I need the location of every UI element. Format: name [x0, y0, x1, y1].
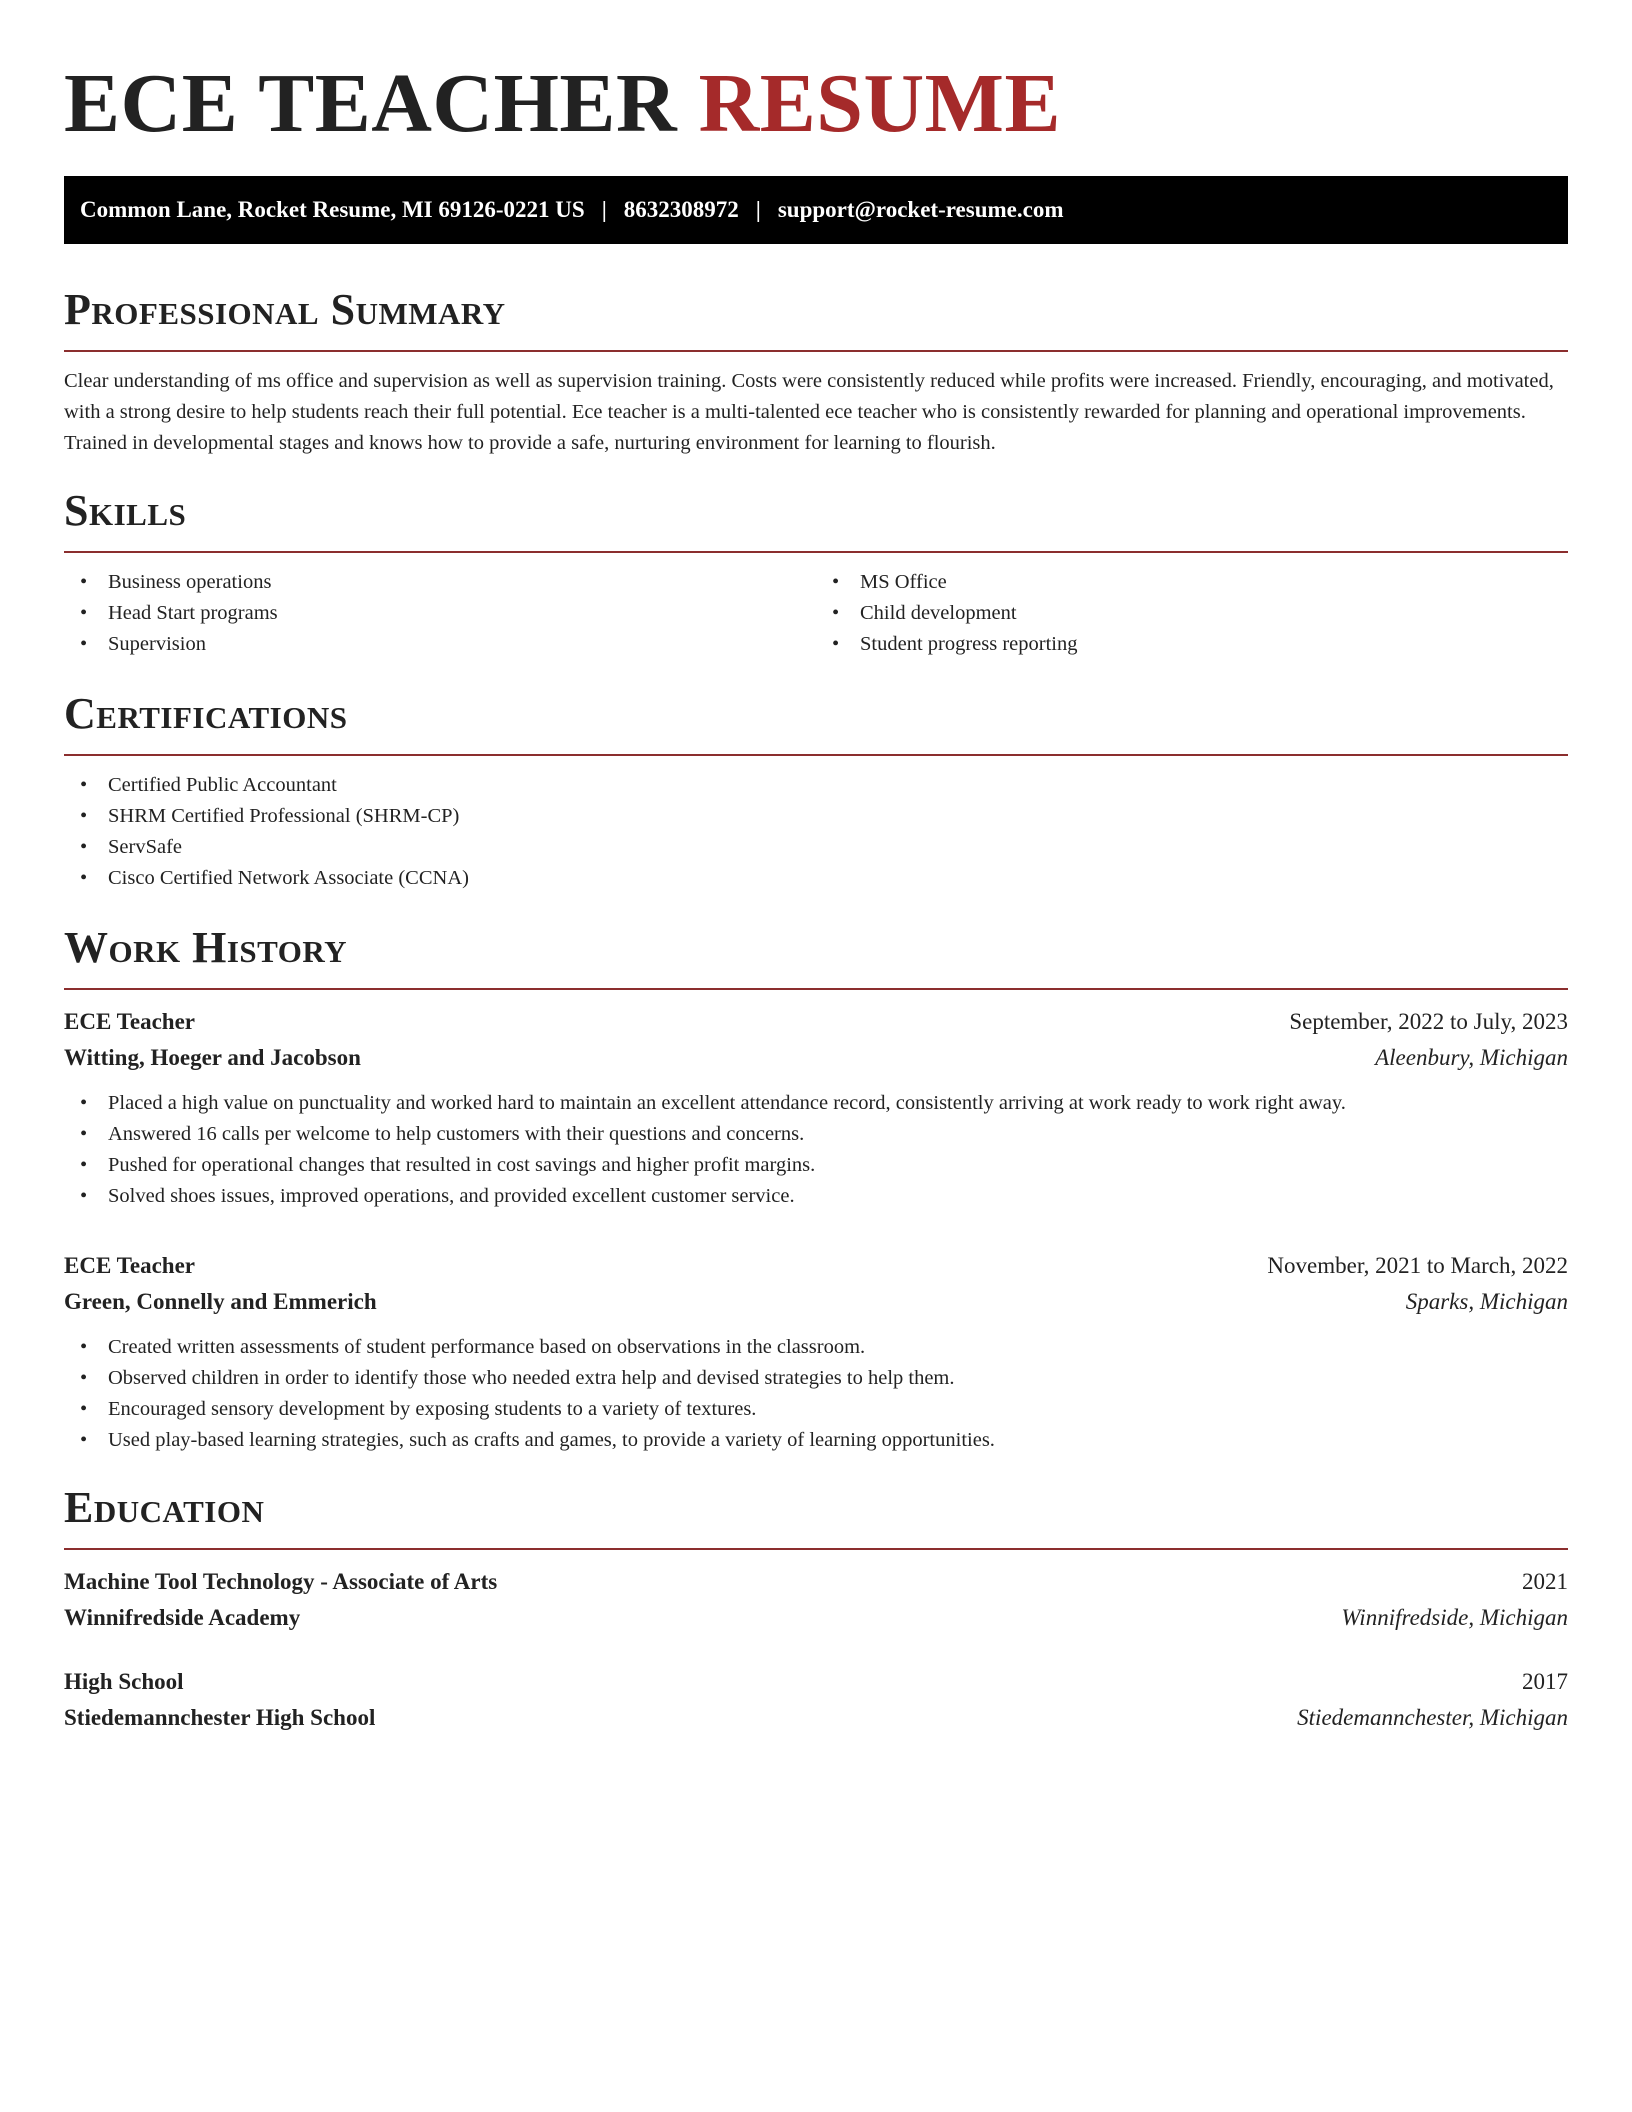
education-heading: Education — [64, 1483, 265, 1532]
section-divider — [64, 551, 1568, 553]
skill-item: • Supervision — [64, 629, 816, 660]
education-entry — [64, 1664, 1568, 1736]
education-year: 2017 — [1522, 1669, 1568, 1694]
skills-section — [64, 485, 1568, 660]
certification-item: • ServSafe — [64, 832, 1568, 863]
job-bullet: • Pushed for operational changes that resulted in cost savings and higher profit margins. — [64, 1150, 1568, 1181]
job-entry — [64, 1248, 1568, 1456]
education-entry — [64, 1564, 1568, 1636]
contact-separator: | — [601, 197, 607, 222]
education-school-row — [64, 1700, 1568, 1736]
education-section — [64, 1482, 1568, 1736]
certification-item: • SHRM Certified Professional (SHRM-CP) — [64, 801, 1568, 832]
job-bullet: • Encouraged sensory development by exposing students to a variety of textures. — [64, 1394, 1568, 1425]
education-location: Stiedemannchester, Michigan — [1297, 1705, 1568, 1730]
section-divider — [64, 754, 1568, 756]
skill-item: • Student progress reporting — [816, 629, 1568, 660]
education-degree-row — [64, 1564, 1568, 1600]
education-degree-row — [64, 1664, 1568, 1700]
skills-list-right — [816, 567, 1568, 660]
job-header-row — [64, 1248, 1568, 1284]
job-title: ECE Teacher — [64, 1253, 195, 1278]
certifications-section — [64, 688, 1568, 894]
contact-separator: | — [755, 197, 761, 222]
contact-bar — [64, 176, 1568, 244]
resume-title — [64, 56, 1568, 152]
job-bullet: • Placed a high value on punctuality and worked hard to maintain an excellent attendance record, consistently arriving at work ready to work right away. — [64, 1088, 1568, 1119]
certification-item: • Cisco Certified Network Associate (CCNA) — [64, 863, 1568, 894]
education-degree: High School — [64, 1669, 184, 1694]
section-divider — [64, 988, 1568, 990]
section-divider — [64, 350, 1568, 352]
job-dates: September, 2022 to July, 2023 — [1289, 1009, 1568, 1034]
skills-grid — [64, 567, 1568, 660]
education-degree: Machine Tool Technology - Associate of Arts — [64, 1569, 498, 1594]
skills-list-left — [64, 567, 816, 660]
education-year: 2021 — [1522, 1569, 1568, 1594]
job-title: ECE Teacher — [64, 1009, 195, 1034]
certifications-list — [64, 770, 1568, 894]
education-location: Winnifredside, Michigan — [1341, 1605, 1568, 1630]
job-bullets — [64, 1332, 1568, 1456]
title-main: ECE TEACHER — [64, 57, 678, 150]
contact-address: Common Lane, Rocket Resume, MI 69126-0221 US — [80, 197, 585, 222]
job-company-row — [64, 1284, 1568, 1320]
skill-item: • Business operations — [64, 567, 816, 598]
summary-text: Clear understanding of ms office and supervision as well as supervision training. Costs were consistently reduced while profits were increased. Friendly, encouraging, and motivated, with a strong desire to help students reach their full potential. Ece teacher is a multi-talented ece teacher who is consistently rewarded for planning and operational improvements. Trained in developmental stages and knows how to provide a safe, nurturing environment for learning to flourish. — [64, 370, 1554, 454]
job-bullet: • Solved shoes issues, improved operations, and provided excellent customer service. — [64, 1181, 1568, 1212]
job-bullets — [64, 1088, 1568, 1212]
job-company: Green, Connelly and Emmerich — [64, 1289, 377, 1314]
skill-item: • Head Start programs — [64, 598, 816, 629]
contact-phone: 8632308972 — [623, 197, 739, 222]
title-accent: RESUME — [698, 57, 1061, 150]
education-school: Winnifredside Academy — [64, 1605, 301, 1630]
job-location: Sparks, Michigan — [1405, 1289, 1568, 1314]
section-divider — [64, 1548, 1568, 1550]
job-bullet: • Created written assessments of student performance based on observations in the classroom. — [64, 1332, 1568, 1363]
education-school-row — [64, 1600, 1568, 1636]
job-bullet: • Used play-based learning strategies, such as crafts and games, to provide a variety of learning opportunities. — [64, 1425, 1568, 1456]
summary-heading: Professional Summary — [64, 285, 506, 334]
job-bullet: • Answered 16 calls per welcome to help customers with their questions and concerns. — [64, 1119, 1568, 1150]
job-company-row — [64, 1040, 1568, 1076]
job-company: Witting, Hoeger and Jacobson — [64, 1045, 361, 1070]
skill-item: • MS Office — [816, 567, 1568, 598]
summary-section — [64, 284, 1568, 459]
job-dates: November, 2021 to March, 2022 — [1267, 1253, 1568, 1278]
certifications-heading: Certifications — [64, 689, 348, 738]
skills-heading: Skills — [64, 486, 187, 535]
work-history-heading: Work History — [64, 923, 348, 972]
job-header-row — [64, 1004, 1568, 1040]
work-history-section — [64, 922, 1568, 1456]
skill-item: • Child development — [816, 598, 1568, 629]
certification-item: • Certified Public Accountant — [64, 770, 1568, 801]
job-entry — [64, 1004, 1568, 1212]
job-bullet: • Observed children in order to identify those who needed extra help and devised strategies to help them. — [64, 1363, 1568, 1394]
contact-email: support@rocket-resume.com — [777, 197, 1064, 222]
education-school: Stiedemannchester High School — [64, 1705, 376, 1730]
job-location: Aleenbury, Michigan — [1375, 1045, 1568, 1070]
